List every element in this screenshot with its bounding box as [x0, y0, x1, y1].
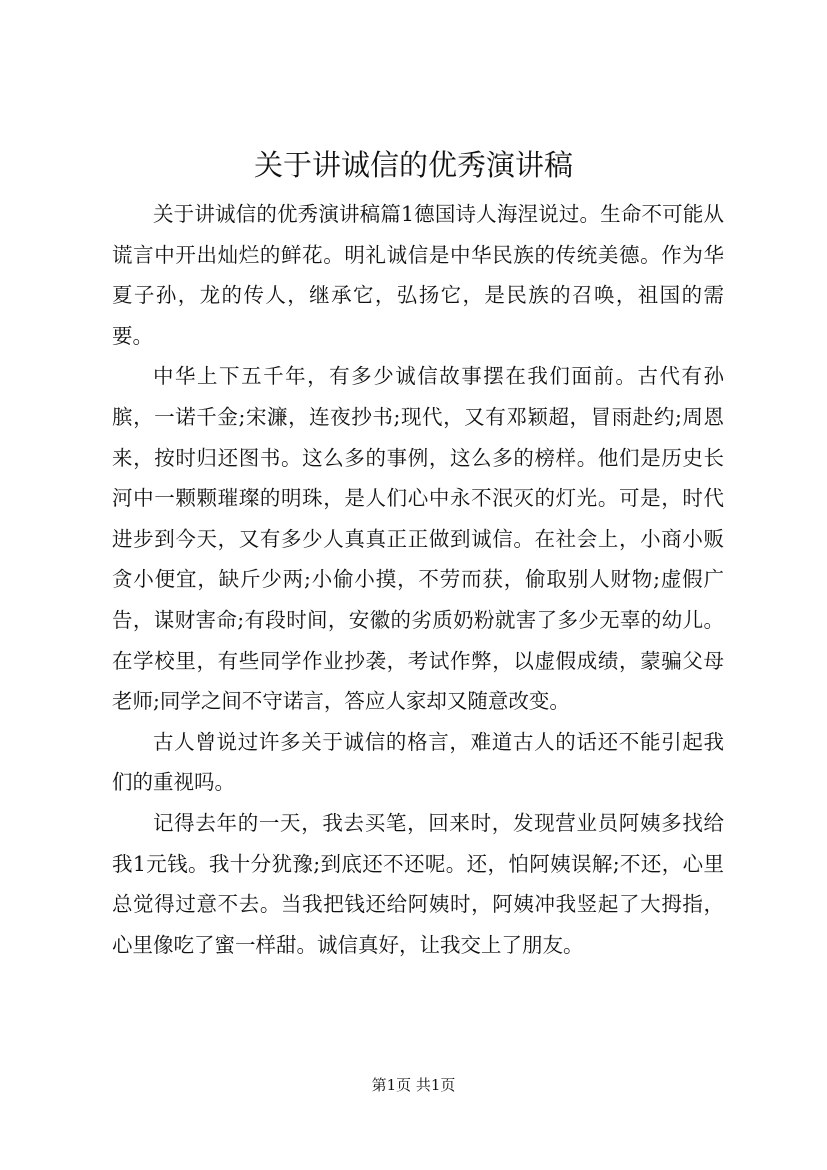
- paragraph-3: 古人曾说过许多关于诚信的格言，难道古人的话还不能引起我们的重视吗。: [112, 729, 724, 795]
- paragraph-4: 记得去年的一天，我去买笔，回来时，发现营业员阿姨多找给我1元钱。我十分犹豫;到底还不还呢。还，怕阿姨误解;不还，心里总觉得过意不去。当我把钱还给阿姨时，阿姨冲我竖起了大拇指，心里像吃了蜜一样甜。诚信真好，让我交上了朋友。: [112, 810, 724, 957]
- document-title: 关于讲诚信的优秀演讲稿: [253, 148, 573, 182]
- paragraph-2: 中华上下五千年，有多少诚信故事摆在我们面前。古代有孙膑，一诺千金;宋濂，连夜抄书;现代，又有邓颖超，冒雨赴约;周恩来，按时归还图书。这么多的事例，这么多的榜样。他们是历史长河中一颗颗璀璨的明珠，是人们心中永不泯灭的灯光。可是，时代进步到今天，又有多少人真真正正做到诚信。在社会上，小商小贩贪小便宜，缺斤少两;小偷小摸，不劳而获，偷取别人财物;虚假广告，谋财害命;有段时间，安徽的劣质奶粉就害了多少无辜的幼儿。在学校里，有些同学作业抄袭，考试作弊，以虚假成绩，蒙骗父母老师;同学之间不守诺言，答应人家却又随意改变。: [112, 364, 724, 714]
- paragraph-1: 关于讲诚信的优秀演讲稿篇1德国诗人海涅说过。生命不可能从谎言中开出灿烂的鲜花。明礼诚信是中华民族的传统美德。作为华夏子孙，龙的传人，继承它，弘扬它，是民族的召唤，祖国的需要。: [112, 202, 724, 348]
- document-body: [112, 194, 724, 965]
- page-footer: 第1页 共1页: [371, 1076, 456, 1094]
